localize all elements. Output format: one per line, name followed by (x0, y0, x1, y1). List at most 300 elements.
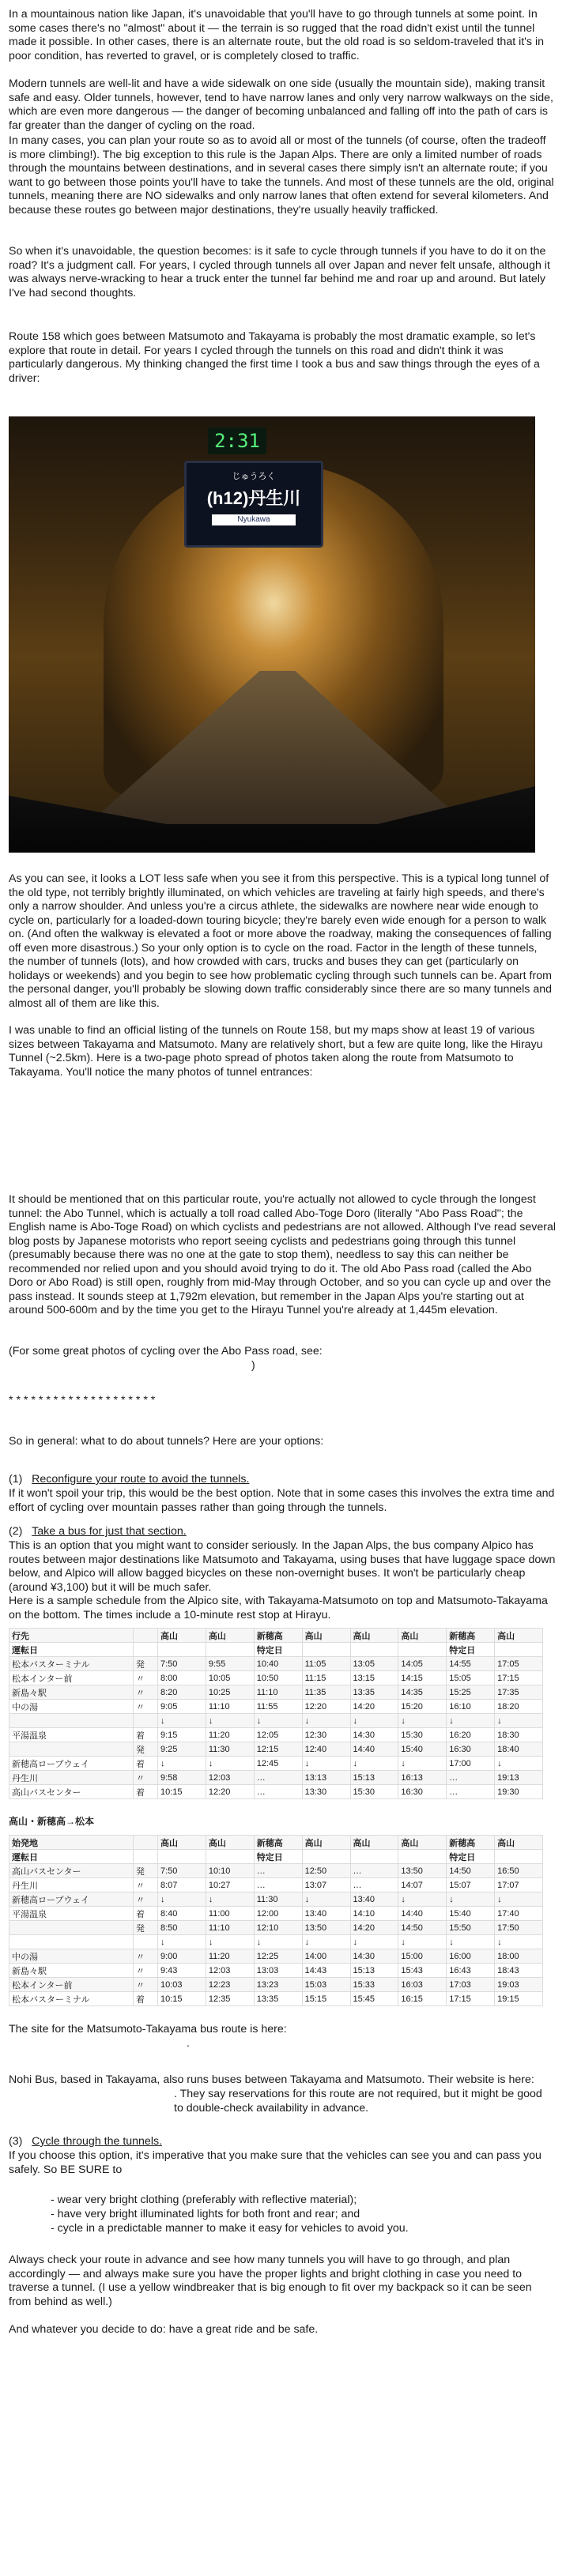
table-cell: 17:00 (447, 1757, 495, 1771)
table-cell: ↓ (302, 1892, 350, 1907)
table-cell: 15:03 (302, 1978, 350, 1992)
table-cell: 中の湯 (9, 1949, 134, 1964)
table-cell: ↓ (158, 1935, 206, 1949)
table-cell: 19:15 (495, 1992, 543, 2006)
judgment-paragraph: So when it's unavoidable, the question becomes: is it safe to cycle through tunnels if you have to do it on the road? It's a judgment call. For years, I cycled through tunnels all over Japan and never felt unsafe, although it was always nerve-wracking to hear a truck enter the tunnel far behind me and roar up and around. But lately I've had second thoughts. (9, 245, 550, 299)
table-cell: 9:05 (158, 1700, 206, 1714)
table-cell: 8:40 (158, 1907, 206, 1921)
bus-clock: 2:31 (208, 427, 266, 454)
table-cell: 17:50 (495, 1921, 543, 1935)
table-cell: 行先 (9, 1629, 134, 1643)
table-cell (134, 1935, 158, 1949)
table-cell: ↓ (495, 1935, 543, 1949)
table-cell: 15:30 (350, 1785, 398, 1799)
table-cell: … (350, 1878, 398, 1892)
table-cell: 10:05 (206, 1671, 254, 1685)
check-route-paragraph: Always check your route in advance and see how many tunnels you will have to go through, and plan accordingly — and always make sure you have the proper lights and bright clothing in case you need to traverse a tunnel. (I use a yellow windbreaker that is big enough to fit over my backpack so it can be seen from behind as well.) (9, 2254, 532, 2308)
table-cell: 9:15 (158, 1728, 206, 1742)
table-cell: 10:15 (158, 1992, 206, 2006)
table-cell: 16:20 (447, 1728, 495, 1742)
table-cell: 高山バスセンター (9, 1864, 134, 1878)
table-cell: ↓ (254, 1714, 302, 1728)
table-cell: ↓ (302, 1714, 350, 1728)
table-cell: 新島々駅 (9, 1964, 134, 1978)
tunnel-bus-photo (9, 416, 535, 853)
table-cell: 発 (134, 1657, 158, 1671)
table-cell: 16:50 (495, 1864, 543, 1878)
table-cell: 新穂高ロープウェイ (9, 1757, 134, 1771)
table-cell: 14:15 (398, 1671, 447, 1685)
table-cell: 高山 (495, 1629, 543, 1643)
table-cell: 12:05 (254, 1728, 302, 1742)
option-2-body: This is an option that you might want to consider seriously. In the Japan Alps, the bus company Alpico has routes between major destinations like Matsumoto and Takayama, using buses that have luggage space down below, and Alpico will allow bagged bicycles on these non-overnight buses. It won't be particularly cheap (around ¥3,100) but it will be much safer. (9, 1539, 556, 1594)
table-cell: 高山 (302, 1629, 350, 1643)
table-cell: 15:07 (447, 1878, 495, 1892)
table-row (9, 1700, 543, 1714)
table-cell (134, 1714, 158, 1728)
table-cell: ↓ (447, 1892, 495, 1907)
option-3-heading: (3) Cycle through the tunnels. (9, 2135, 163, 2148)
table-cell: 13:23 (254, 1978, 302, 1992)
table-row (9, 1671, 543, 1685)
table-cell: 12:15 (254, 1742, 302, 1757)
options-intro: So in general: what to do about tunnels? Here are your options: (9, 1435, 324, 1448)
table-cell: 17:15 (495, 1671, 543, 1685)
table-cell: 12:03 (206, 1771, 254, 1785)
table-cell: 高山 (398, 1836, 447, 1850)
table-cell: 新穂高 (447, 1629, 495, 1643)
table-cell (495, 1643, 543, 1657)
table-row (9, 1714, 543, 1728)
table-cell: 15:40 (398, 1742, 447, 1757)
table-cell: ↓ (206, 1892, 254, 1907)
table-cell: 16:03 (398, 1978, 447, 1992)
table-row (9, 1785, 543, 1799)
table-cell: 高山 (158, 1836, 206, 1850)
table-cell: 11:00 (206, 1907, 254, 1921)
table-cell (9, 1742, 134, 1757)
table-cell (134, 1629, 158, 1643)
table-row (9, 1850, 543, 1864)
safety-list-item: - have very bright illuminated lights for both front and rear; and (51, 2208, 360, 2220)
table-row (9, 1878, 543, 1892)
table-cell: ↓ (447, 1714, 495, 1728)
table-cell: 15:43 (398, 1964, 447, 1978)
table-cell: 18:43 (495, 1964, 543, 1978)
table-cell: 14:20 (350, 1700, 398, 1714)
table-cell: 16:13 (398, 1771, 447, 1785)
table-cell: 高山バスセンター (9, 1785, 134, 1799)
bus-stop-sign (184, 461, 323, 548)
table-cell: 12:25 (254, 1949, 302, 1964)
table-cell: ↓ (350, 1757, 398, 1771)
table-cell: 高山 (206, 1836, 254, 1850)
table-cell: 9:58 (158, 1771, 206, 1785)
table-cell: 平湯温泉 (9, 1728, 134, 1742)
table-cell: 14:05 (398, 1657, 447, 1671)
table-cell: 11:30 (254, 1892, 302, 1907)
table-cell: … (447, 1785, 495, 1799)
table-row (9, 1685, 543, 1700)
perspective-paragraph: As you can see, it looks a LOT less safe when you see it from this perspective. This is a typical long tunnel of the old type, not terribly brightly illuminated, on which vehicles are traveling at fairly high speeds, and there's only a narrow shoulder. And unless you're a circus athlete, the sidewalks are nowhere near wide enough to cycle on, particularly for a loaded-down touring bicycle; they're barely even wide enough for a person to walk on. (And often the walkway is elevated a foot or more above the roadway, making the consequences of falling off even more disastrous.) So your only option is to cycle on the road. Factor in the length of these tunnels, the number of tunnels (lots), and how crowded with cars, trucks and buses they can get (particularly on holidays or weekends) and you begin to see how problematic cycling through such tunnels can be. Apart from the personal danger, you'll probably be slowing down traffic considerably since there are so many tunnels and almost all of them are like this. (9, 872, 553, 1010)
table-cell: 11:30 (206, 1742, 254, 1757)
table-cell: 12:10 (254, 1921, 302, 1935)
table-cell: 高山 (350, 1629, 398, 1643)
table-cell: 丹生川 (9, 1878, 134, 1892)
table-cell: 特定日 (447, 1643, 495, 1657)
table-cell: 17:35 (495, 1685, 543, 1700)
table-cell: 11:10 (254, 1685, 302, 1700)
table-cell: 14:43 (302, 1964, 350, 1978)
table-cell (134, 1643, 158, 1657)
table-row (9, 1728, 543, 1742)
table-cell: 特定日 (254, 1850, 302, 1864)
table-cell: 15:00 (398, 1949, 447, 1964)
table-cell: 〃 (134, 1949, 158, 1964)
table-cell: 9:43 (158, 1964, 206, 1978)
planning-paragraph: In many cases, you can plan your route so as to avoid all or most of the tunnels (of course, often the tradeoff is more climbing!). The big exception to this rule is the Japan Alps. There are only a limited number of roads through the mountains between destinations, and in several cases there simply isn't an alternate route; if you want to go between those points you'll have to take the tunnels. And most of these tunnels are the old, original tunnels, meaning there are NO sidewalks and only narrow lanes that often extend for several kilometers. And because these routes go between major destinations, they're usually heavily trafficked. (9, 134, 554, 217)
table-cell: 着 (134, 1907, 158, 1921)
table-cell: 13:40 (302, 1907, 350, 1921)
table-cell: 18:00 (495, 1949, 543, 1964)
table-cell (350, 1850, 398, 1864)
table-cell: 高山 (158, 1629, 206, 1643)
table-cell: 11:10 (206, 1921, 254, 1935)
table-cell: 17:05 (495, 1657, 543, 1671)
table-row (9, 1892, 543, 1907)
table-cell: ↓ (350, 1714, 398, 1728)
table-cell: ↓ (447, 1935, 495, 1949)
table-cell: ↓ (206, 1757, 254, 1771)
table-cell: 14:40 (350, 1742, 398, 1757)
table-cell: 10:27 (206, 1878, 254, 1892)
table-cell: 11:15 (302, 1671, 350, 1685)
nohi-bus-continued: . They say reservations for this route are not required, but it might be good to double-check availability in advance. (174, 2088, 542, 2115)
table-cell: 松本インター前 (9, 1978, 134, 1992)
table-row (9, 1742, 543, 1757)
table-cell: 18:30 (495, 1728, 543, 1742)
table-cell: 10:40 (254, 1657, 302, 1671)
table-cell: ↓ (302, 1935, 350, 1949)
table-row (9, 1992, 543, 2006)
table-cell: 発 (134, 1864, 158, 1878)
table-cell: 14:50 (447, 1864, 495, 1878)
table-cell: 15:50 (447, 1921, 495, 1935)
table-cell: 12:20 (206, 1785, 254, 1799)
table-cell: 13:15 (350, 1671, 398, 1685)
table-cell: 19:03 (495, 1978, 543, 1992)
table-cell: ↓ (398, 1892, 447, 1907)
sign-english: Nyukawa (212, 514, 296, 525)
table-cell: 着 (134, 1757, 158, 1771)
table-cell: 松本インター前 (9, 1671, 134, 1685)
table-cell: 8:00 (158, 1671, 206, 1685)
sign-stop-name: (h12)丹生川 (206, 488, 301, 508)
table-cell: … (350, 1864, 398, 1878)
schedule-intro: Here is a sample schedule from the Alpico site, with Takayama-Matsumoto on top and Matsumoto-Takayama on the bottom. The times include a 10-minute rest stop at Hirayu. (9, 1595, 548, 1621)
table-cell: 15:15 (302, 1992, 350, 2006)
table-cell: 〃 (134, 1964, 158, 1978)
table-cell: 10:10 (206, 1864, 254, 1878)
table-cell (134, 1850, 158, 1864)
table-cell: 15:13 (350, 1771, 398, 1785)
table-cell: 9:25 (158, 1742, 206, 1757)
table-cell: 17:07 (495, 1878, 543, 1892)
table-cell: 〃 (134, 1878, 158, 1892)
table-cell: 高山 (495, 1836, 543, 1850)
table-cell: 19:30 (495, 1785, 543, 1799)
table-cell (158, 1643, 206, 1657)
table-row (9, 1771, 543, 1785)
sign-kana: じゅうろく (232, 472, 276, 481)
table-cell: 中の湯 (9, 1700, 134, 1714)
table-cell: 15:40 (447, 1907, 495, 1921)
table-cell: 11:20 (206, 1949, 254, 1964)
timetable-takayama (9, 1628, 543, 1799)
table-cell: 平湯温泉 (9, 1907, 134, 1921)
table-cell: 15:30 (398, 1728, 447, 1742)
table-cell: 高山 (398, 1629, 447, 1643)
table-cell: 8:20 (158, 1685, 206, 1700)
table-cell: ↓ (206, 1935, 254, 1949)
table-cell: 10:25 (206, 1685, 254, 1700)
table-row (9, 1921, 543, 1935)
table-cell: 13:35 (254, 1992, 302, 2006)
alpico-site-period: . (187, 2037, 190, 2050)
table-cell: … (254, 1785, 302, 1799)
table-row (9, 1657, 543, 1671)
table-cell: 〃 (134, 1978, 158, 1992)
table-cell: 13:40 (350, 1892, 398, 1907)
table-cell: 15:13 (350, 1964, 398, 1978)
table-cell: 9:55 (206, 1657, 254, 1671)
table-cell: 7:50 (158, 1864, 206, 1878)
table-cell: ↓ (398, 1757, 447, 1771)
table-cell: 10:15 (158, 1785, 206, 1799)
table-cell: 〃 (134, 1700, 158, 1714)
abo-photos-close: ) (251, 1359, 255, 1372)
table-cell: 17:15 (447, 1992, 495, 2006)
table-cell: 15:05 (447, 1671, 495, 1685)
table-cell: 新穂高 (254, 1629, 302, 1643)
table-cell (302, 1643, 350, 1657)
table-cell (398, 1850, 447, 1864)
table-cell: 運転日 (9, 1850, 134, 1864)
table-cell: 14:30 (350, 1728, 398, 1742)
table-cell: 着 (134, 1785, 158, 1799)
table-cell: 〃 (134, 1671, 158, 1685)
table-cell: 16:00 (447, 1949, 495, 1964)
table-cell: 19:13 (495, 1771, 543, 1785)
table-cell: 16:30 (398, 1785, 447, 1799)
table-cell: 発 (134, 1742, 158, 1757)
table-cell: 18:20 (495, 1700, 543, 1714)
option-3-body: If you choose this option, it's imperative that you make sure that the vehicles can see you and can pass you safely. So BE SURE to (9, 2149, 541, 2176)
nohi-bus-paragraph: Nohi Bus, based in Takayama, also runs buses between Takayama and Matsumoto. Their website is here: (9, 2073, 534, 2086)
table-cell: 13:50 (302, 1921, 350, 1935)
modern-tunnels-paragraph: Modern tunnels are well-lit and have a wide sidewalk on one side (usually the mountain side), making transit safe and easy. Older tunnels, however, tend to have narrow lanes and only very narrow walkways on the side, which are even more dangerous — the danger of becoming unbalanced and falling off into the path of cars is far greater than the danger of cycling on the road. (9, 77, 553, 132)
table-cell: … (254, 1878, 302, 1892)
table-row (9, 1757, 543, 1771)
table-cell (9, 1714, 134, 1728)
table-cell: ↓ (158, 1757, 206, 1771)
table-cell: 13:35 (350, 1685, 398, 1700)
table-cell: ↓ (302, 1757, 350, 1771)
table-cell: 13:03 (254, 1964, 302, 1978)
table-cell: 運転日 (9, 1643, 134, 1657)
table-cell: ↓ (158, 1714, 206, 1728)
table-cell: 新穂高 (447, 1836, 495, 1850)
table-cell: ↓ (206, 1714, 254, 1728)
table-cell: 15:20 (398, 1700, 447, 1714)
table-cell: ↓ (398, 1935, 447, 1949)
table-cell: 丹生川 (9, 1771, 134, 1785)
table-cell (9, 1935, 134, 1949)
table-cell: 新穂高ロープウェイ (9, 1892, 134, 1907)
route-158-paragraph: Route 158 which goes between Matsumoto and Takayama is probably the most dramatic example, so let's explore that route in detail. For years I cycled through the tunnels on this road and didn't think it was particularly dangerous. My thinking changed the first time I took a bus and saw things through the eyes of a driver: (9, 330, 540, 385)
safety-list-item: - wear very bright clothing (preferably with reflective material); (51, 2194, 357, 2206)
table-cell: ↓ (398, 1714, 447, 1728)
table-cell: 15:25 (447, 1685, 495, 1700)
table-cell: 15:33 (350, 1978, 398, 1992)
table-cell: 14:55 (447, 1657, 495, 1671)
table-cell: 13:50 (398, 1864, 447, 1878)
table-cell: 13:13 (302, 1771, 350, 1785)
table-cell: 16:30 (447, 1742, 495, 1757)
table-cell: 11:10 (206, 1700, 254, 1714)
table-cell: 11:55 (254, 1700, 302, 1714)
option-1-heading: (1) Reconfigure your route to avoid the tunnels. (9, 1473, 250, 1486)
table-cell (495, 1850, 543, 1864)
table-cell: … (254, 1864, 302, 1878)
table-cell: 始発地 (9, 1836, 134, 1850)
option-2-heading: (2) Take a bus for just that section. (9, 1525, 187, 1538)
table-cell: ↓ (495, 1714, 543, 1728)
table-row (9, 1864, 543, 1878)
table-cell: 13:07 (302, 1878, 350, 1892)
table-cell (9, 1921, 134, 1935)
table-cell: 11:20 (206, 1728, 254, 1742)
intro-paragraph: In a mountainous nation like Japan, it's unavoidable that you'll have to go through tunnels at some point. In some cases there's no "almost" about it — the terrain is so rugged that the road didn't exist until the tunnel made it possible. In other cases, there is an alternate route, but the old road is so seldom-traveled that it's in poor condition, has reverted to gravel, or is completely closed to traffic. (9, 8, 544, 62)
table-cell: 16:15 (398, 1992, 447, 2006)
table-cell: 着 (134, 1992, 158, 2006)
table-cell: … (254, 1771, 302, 1785)
safety-list-item: - cycle in a predictable manner to make it easy for vehicles to avoid you. (51, 2222, 409, 2235)
table-cell: 14:35 (398, 1685, 447, 1700)
table-cell: ↓ (158, 1892, 206, 1907)
table-cell: 発 (134, 1921, 158, 1935)
table-cell: 16:43 (447, 1964, 495, 1978)
table-cell: ↓ (495, 1757, 543, 1771)
table-cell (206, 1643, 254, 1657)
table-cell: 新島々駅 (9, 1685, 134, 1700)
table-cell: 12:50 (302, 1864, 350, 1878)
table-cell: 16:10 (447, 1700, 495, 1714)
table-cell: 14:07 (398, 1878, 447, 1892)
timetable-2-title: 高山・新穂高→松本 (9, 1816, 95, 1827)
table-cell: 高山 (350, 1836, 398, 1850)
table-cell (206, 1850, 254, 1864)
table-cell: 〃 (134, 1685, 158, 1700)
table-cell: 10:50 (254, 1671, 302, 1685)
table-cell: 17:03 (447, 1978, 495, 1992)
table-cell: ↓ (254, 1935, 302, 1949)
table-cell (350, 1643, 398, 1657)
table-cell: 18:40 (495, 1742, 543, 1757)
table-cell: 松本バスターミナル (9, 1992, 134, 2006)
table-cell: 12:00 (254, 1907, 302, 1921)
table-cell: 15:45 (350, 1992, 398, 2006)
table-cell: 11:35 (302, 1685, 350, 1700)
table-cell: 松本バスターミナル (9, 1657, 134, 1671)
table-cell: 9:00 (158, 1949, 206, 1964)
abo-tunnel-paragraph: It should be mentioned that on this particular route, you're actually not allowed to cycle through the longest tunnel: the Abo Tunnel, which is actually a toll road called Abo-Toge Doro (literally "Abo Pass Road"; the English name is Abo-Toge Road) on which cyclists and pedestrians are not allowed. Although I've read several blog posts by Japanese motorists who report seeing cyclists and pedestrians going through this tunnel (presumably because there was no one at the gate to stop them), needless to say this can neither be recommended nor relied upon and you should avoid trying to do it. The old Abo Pass road (called the Abo Doro or Abo Road) is still open, roughly from mid-May through October, and so you can cycle up and over the pass instead. It sounds steep at 1,792m elevation, but remember in the Japan Alps you're starting out at around 500-600m and by the time you get to the Hirayu Tunnel you're already at 1,445m elevation. (9, 1193, 556, 1316)
separator-stars: * * * * * * * * * * * * * * * * * * * * (9, 1394, 156, 1407)
abo-photos-line: (For some great photos of cycling over the Abo Pass road, see: (9, 1345, 323, 1358)
table-cell: 13:05 (350, 1657, 398, 1671)
table-cell: 〃 (134, 1892, 158, 1907)
table-cell: 14:30 (350, 1949, 398, 1964)
table-cell: 14:00 (302, 1949, 350, 1964)
table-row (9, 1949, 543, 1964)
table-row (9, 1935, 543, 1949)
table-cell: 14:40 (398, 1907, 447, 1921)
table-row (9, 1629, 543, 1643)
alpico-site-line: The site for the Matsumoto-Takayama bus route is here: (9, 2023, 287, 2036)
table-cell: 13:30 (302, 1785, 350, 1799)
table-cell: 12:45 (254, 1757, 302, 1771)
table-cell: 12:23 (206, 1978, 254, 1992)
closing-line: And whatever you decide to do: have a great ride and be safe. (9, 2323, 319, 2336)
table-cell: 着 (134, 1728, 158, 1742)
table-cell (398, 1643, 447, 1657)
table-cell: 特定日 (447, 1850, 495, 1864)
table-cell: ↓ (495, 1892, 543, 1907)
table-row (9, 1643, 543, 1657)
table-cell (158, 1850, 206, 1864)
table-cell: 12:40 (302, 1742, 350, 1757)
table-cell: 〃 (134, 1771, 158, 1785)
table-cell: 高山 (206, 1629, 254, 1643)
option-1-body: If it won't spoil your trip, this would be the best option. Note that in some cases this involves the extra time and effort of cycling over mountain passes rather than going through the tunnels. (9, 1487, 555, 1514)
table-cell: 新穂高 (254, 1836, 302, 1850)
table-cell: 8:50 (158, 1921, 206, 1935)
table-cell: 14:10 (350, 1907, 398, 1921)
table-cell: 12:03 (206, 1964, 254, 1978)
table-cell: 12:30 (302, 1728, 350, 1742)
table-cell: 特定日 (254, 1643, 302, 1657)
table-row (9, 1978, 543, 1992)
table-cell (302, 1850, 350, 1864)
table-cell: 8:07 (158, 1878, 206, 1892)
table-cell (134, 1836, 158, 1850)
table-cell: 12:35 (206, 1992, 254, 2006)
table-cell: 11:05 (302, 1657, 350, 1671)
table-cell: 7:50 (158, 1657, 206, 1671)
table-cell: ↓ (350, 1935, 398, 1949)
table-row (9, 1836, 543, 1850)
table-cell: 14:50 (398, 1921, 447, 1935)
table-cell: 高山 (302, 1836, 350, 1850)
tunnel-count-paragraph: I was unable to find an official listing of the tunnels on Route 158, but my maps show at least 19 of various sizes between Takayama and Matsumoto. Many are relatively short, but a few are quite long, like the Hirayu Tunnel (~2.5km). Here is a two-page photo spread of photos taken along the route from Matsumoto to Takayama. You'll notice the many photos of tunnel entrances: (9, 1024, 543, 1079)
table-cell: 12:20 (302, 1700, 350, 1714)
table-row (9, 1907, 543, 1921)
table-cell: … (447, 1771, 495, 1785)
table-cell: 17:40 (495, 1907, 543, 1921)
table-cell: 14:20 (350, 1921, 398, 1935)
table-cell: 10:03 (158, 1978, 206, 1992)
timetable-matsumoto (9, 1835, 543, 2006)
